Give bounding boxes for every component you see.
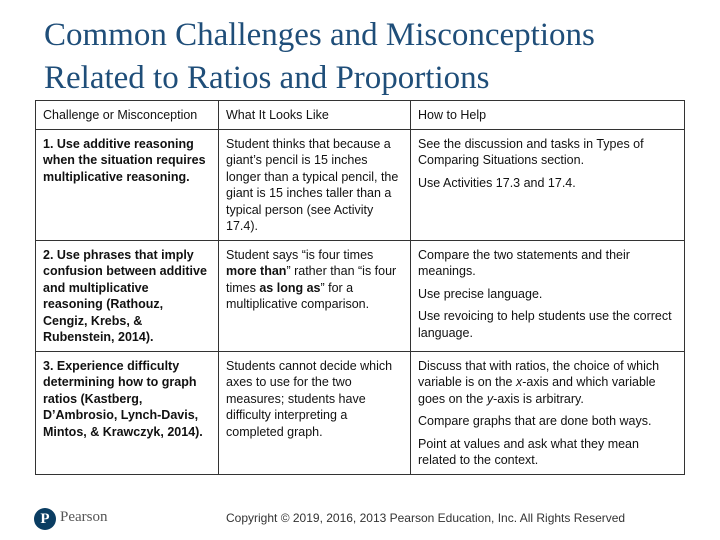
italic-var: x [515,375,523,389]
help-cell [411,351,685,474]
challenge-cell: 1. Use additive reasoning when the situation requires multiplicative reasoning. [36,129,219,240]
help-item: Use Activities 17.3 and 17.4. [418,175,576,190]
help-item [418,358,677,408]
help-item: Use revoicing to help students use the correct language. [418,309,672,340]
help-cell [411,240,685,351]
table-row [36,129,685,240]
pearson-logo-icon: P [34,508,56,530]
page-title [44,14,704,100]
text-span: -axis and which variable goes on the [418,375,656,406]
pearson-logo-text: Pearson [60,509,108,525]
help-item: Point at values and ask what they mean related to the context. [418,436,639,467]
table-row [36,351,685,474]
title-line-1: Common Challenges and Misconceptions [44,17,595,53]
help-item: Compare the two statements and their meanings. [418,247,630,278]
challenges-table [35,100,685,475]
help-cell [411,129,685,240]
help-item: Compare graphs that are done both ways. [418,414,652,428]
text-span: Student says “is four times [226,247,374,262]
bold-phrase: as long as [259,280,321,295]
challenge-cell: 3. Experience difficulty determining how to graph ratios (Kastberg, D’Ambrosio, Lynch-Davis, Mintos, & Krawczyk, 2014). [36,351,219,474]
table-row [36,240,685,351]
help-item: Use precise language. [418,286,543,301]
help-item: See the discussion and tasks in Types of Comparing Situations section. [418,136,644,167]
text-span: Discuss that with ratios, the choice of which variable is on the [418,358,660,389]
looks-like-cell: Students cannot decide which axes to use for the two measures; students have difficulty interpreting a completed graph. [219,351,411,474]
bold-phrase: more than [226,264,287,278]
text-span: ” rather than “is four times [226,264,397,295]
header-challenge: Challenge or Misconception [36,101,219,130]
header-how-to-help: How to Help [411,101,685,130]
text-span: -axis is arbitrary. [493,391,584,406]
copyright-text: Copyright © 2019, 2016, 2013 Pearson Education, Inc. All Rights Reserved [226,511,626,525]
header-looks-like: What It Looks Like [219,101,411,130]
table-header-row [36,101,685,130]
text-span: ” for a multiplicative comparison. [226,280,370,311]
looks-like-cell: Student thinks that because a giant’s pencil is 15 inches longer than a typical pencil, the giant is 15 inches taller than a typical person (see Activity 17.4). [219,129,411,240]
challenge-cell: 2. Use phrases that imply confusion between additive and multiplicative reasoning (Rathouz, Cengiz, Krebs, & Rubenstein, 2014). [36,240,219,351]
title-line-2: Related to Ratios and Proportions [44,60,490,96]
footer [0,505,720,535]
looks-like-cell [219,240,411,351]
italic-var: y [486,391,494,406]
